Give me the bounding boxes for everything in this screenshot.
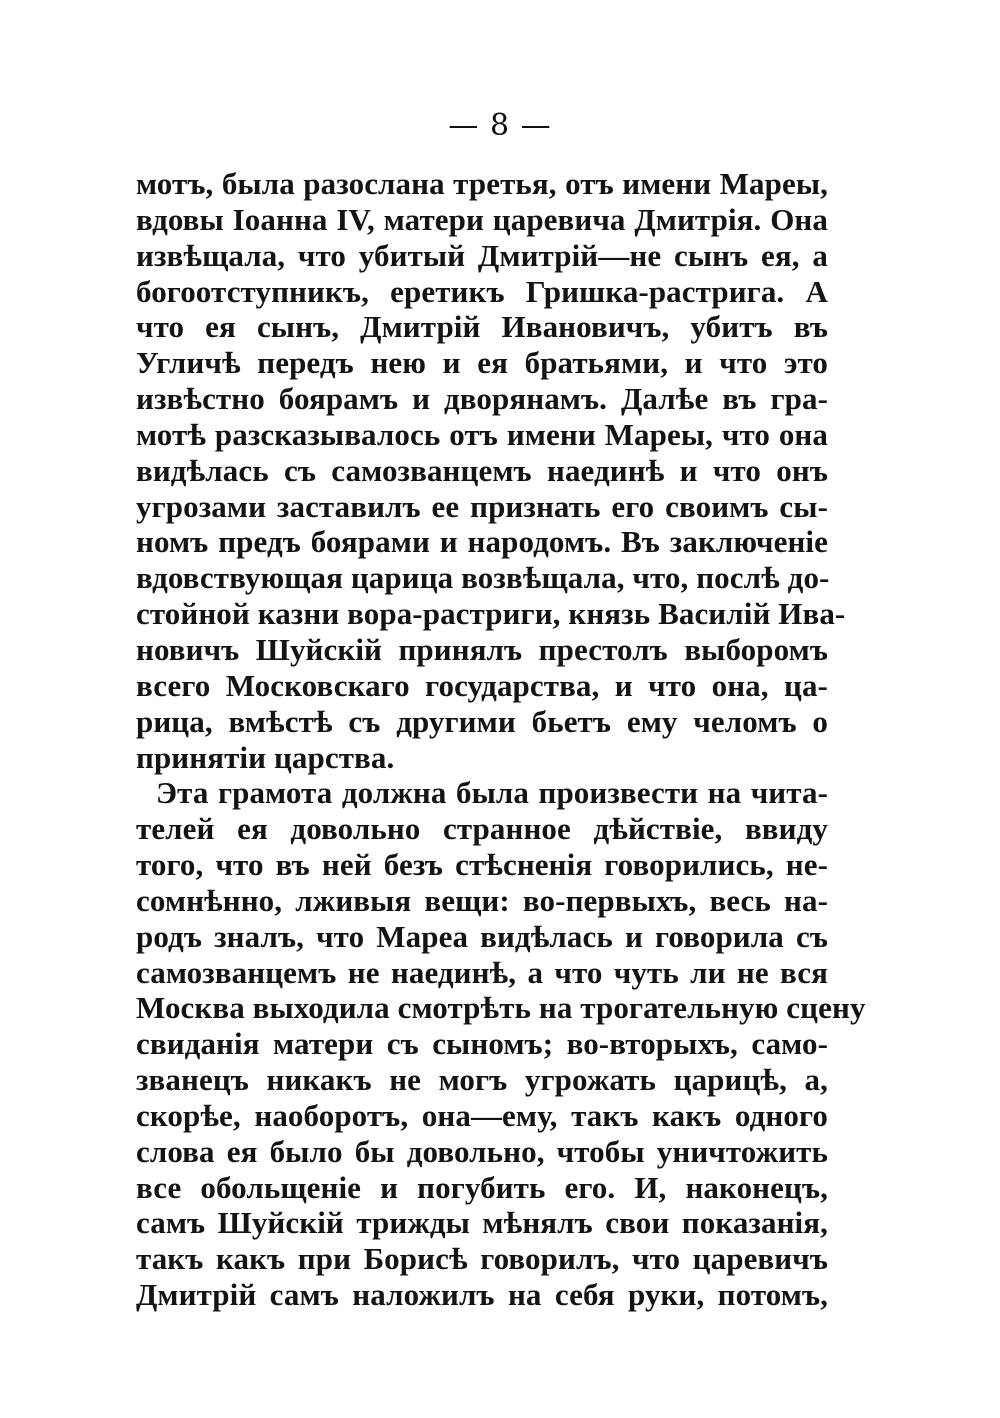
text-line: богоотступникъ, еретикъ Гришка-растрига. А — [136, 273, 828, 309]
text-line: мотѣ разсказывалось отъ имени Мареы, что она — [136, 416, 828, 452]
text-line: Дмитрій самъ наложилъ на себя руки, потомъ, — [136, 1277, 828, 1313]
paragraph-first-line: Эта грамота должна была произвести на чита- — [156, 775, 828, 811]
text-line: Москва выходила смотрѣть на трогательную сцену — [136, 990, 866, 1026]
text-line: вдовы Іоанна IV, матери царевича Дмитрія. Она — [136, 201, 828, 237]
text-line: скорѣе, наоборотъ, она—ему, такъ какъ одного — [136, 1097, 828, 1133]
text-line: новичъ Шуйскій принялъ престолъ выборомъ — [136, 631, 828, 667]
text-line: стойной казни вора-растриги, князь Василій Ива- — [136, 596, 846, 632]
text-line: принятіи царства. — [136, 739, 395, 775]
text-line: сомнѣнно, лживыя вещи: во-первыхъ, весь на- — [136, 882, 828, 918]
text-line: самозванцемъ не наединѣ, а что чуть ли не вся — [136, 954, 828, 990]
text-line: видѣлась съ самозванцемъ наединѣ и что онъ — [136, 452, 828, 488]
text-line: угрозами заставилъ ее признать его своимъ сы- — [136, 488, 828, 524]
text-line: того, что въ ней безъ стѣсненія говорились, не- — [136, 847, 828, 883]
text-line: такъ какъ при Борисѣ говорилъ, что царевичъ — [136, 1241, 828, 1277]
text-line: извѣщала, что убитый Дмитрій—не сынъ ея, а — [136, 237, 828, 273]
text-line: рица, вмѣстѣ съ другими бьетъ ему челомъ о — [136, 703, 828, 739]
text-line: слова ея было бы довольно, чтобы уничтожить — [136, 1133, 828, 1169]
text-line: званецъ никакъ не могъ угрожать царицѣ, а, — [136, 1062, 828, 1098]
text-line: все обольщеніе и погубить его. И, наконецъ, — [136, 1169, 828, 1205]
body-text — [136, 166, 866, 1313]
text-line: телей ея довольно странное дѣйствіе, ввиду — [136, 811, 828, 847]
text-line: номъ предъ боярами и народомъ. Въ заключеніе — [136, 524, 828, 560]
text-line: родъ зналъ, что Мареа видѣлась и говорила съ — [136, 918, 828, 954]
text-line: свиданія матери съ сыномъ; во-вторыхъ, само- — [136, 1026, 828, 1062]
text-line: вдовствующая царица возвѣщала, что, послѣ до- — [136, 560, 830, 596]
page-number: — 8 — — [448, 108, 552, 143]
text-line: Угличѣ передъ нею и ея братьями, и что это — [136, 345, 828, 381]
text-line: самъ Шуйскій трижды мѣнялъ свои показанія, — [136, 1205, 828, 1241]
text-line: что ея сынъ, Дмитрій Ивановичъ, убитъ въ — [136, 309, 828, 345]
text-line: извѣстно боярамъ и дворянамъ. Далѣе въ гра- — [136, 381, 828, 417]
text-line: всего Московскаго государства, и что она, ца- — [136, 667, 828, 703]
text-line: мотъ, была разослана третья, отъ имени Мареы, — [136, 166, 828, 201]
